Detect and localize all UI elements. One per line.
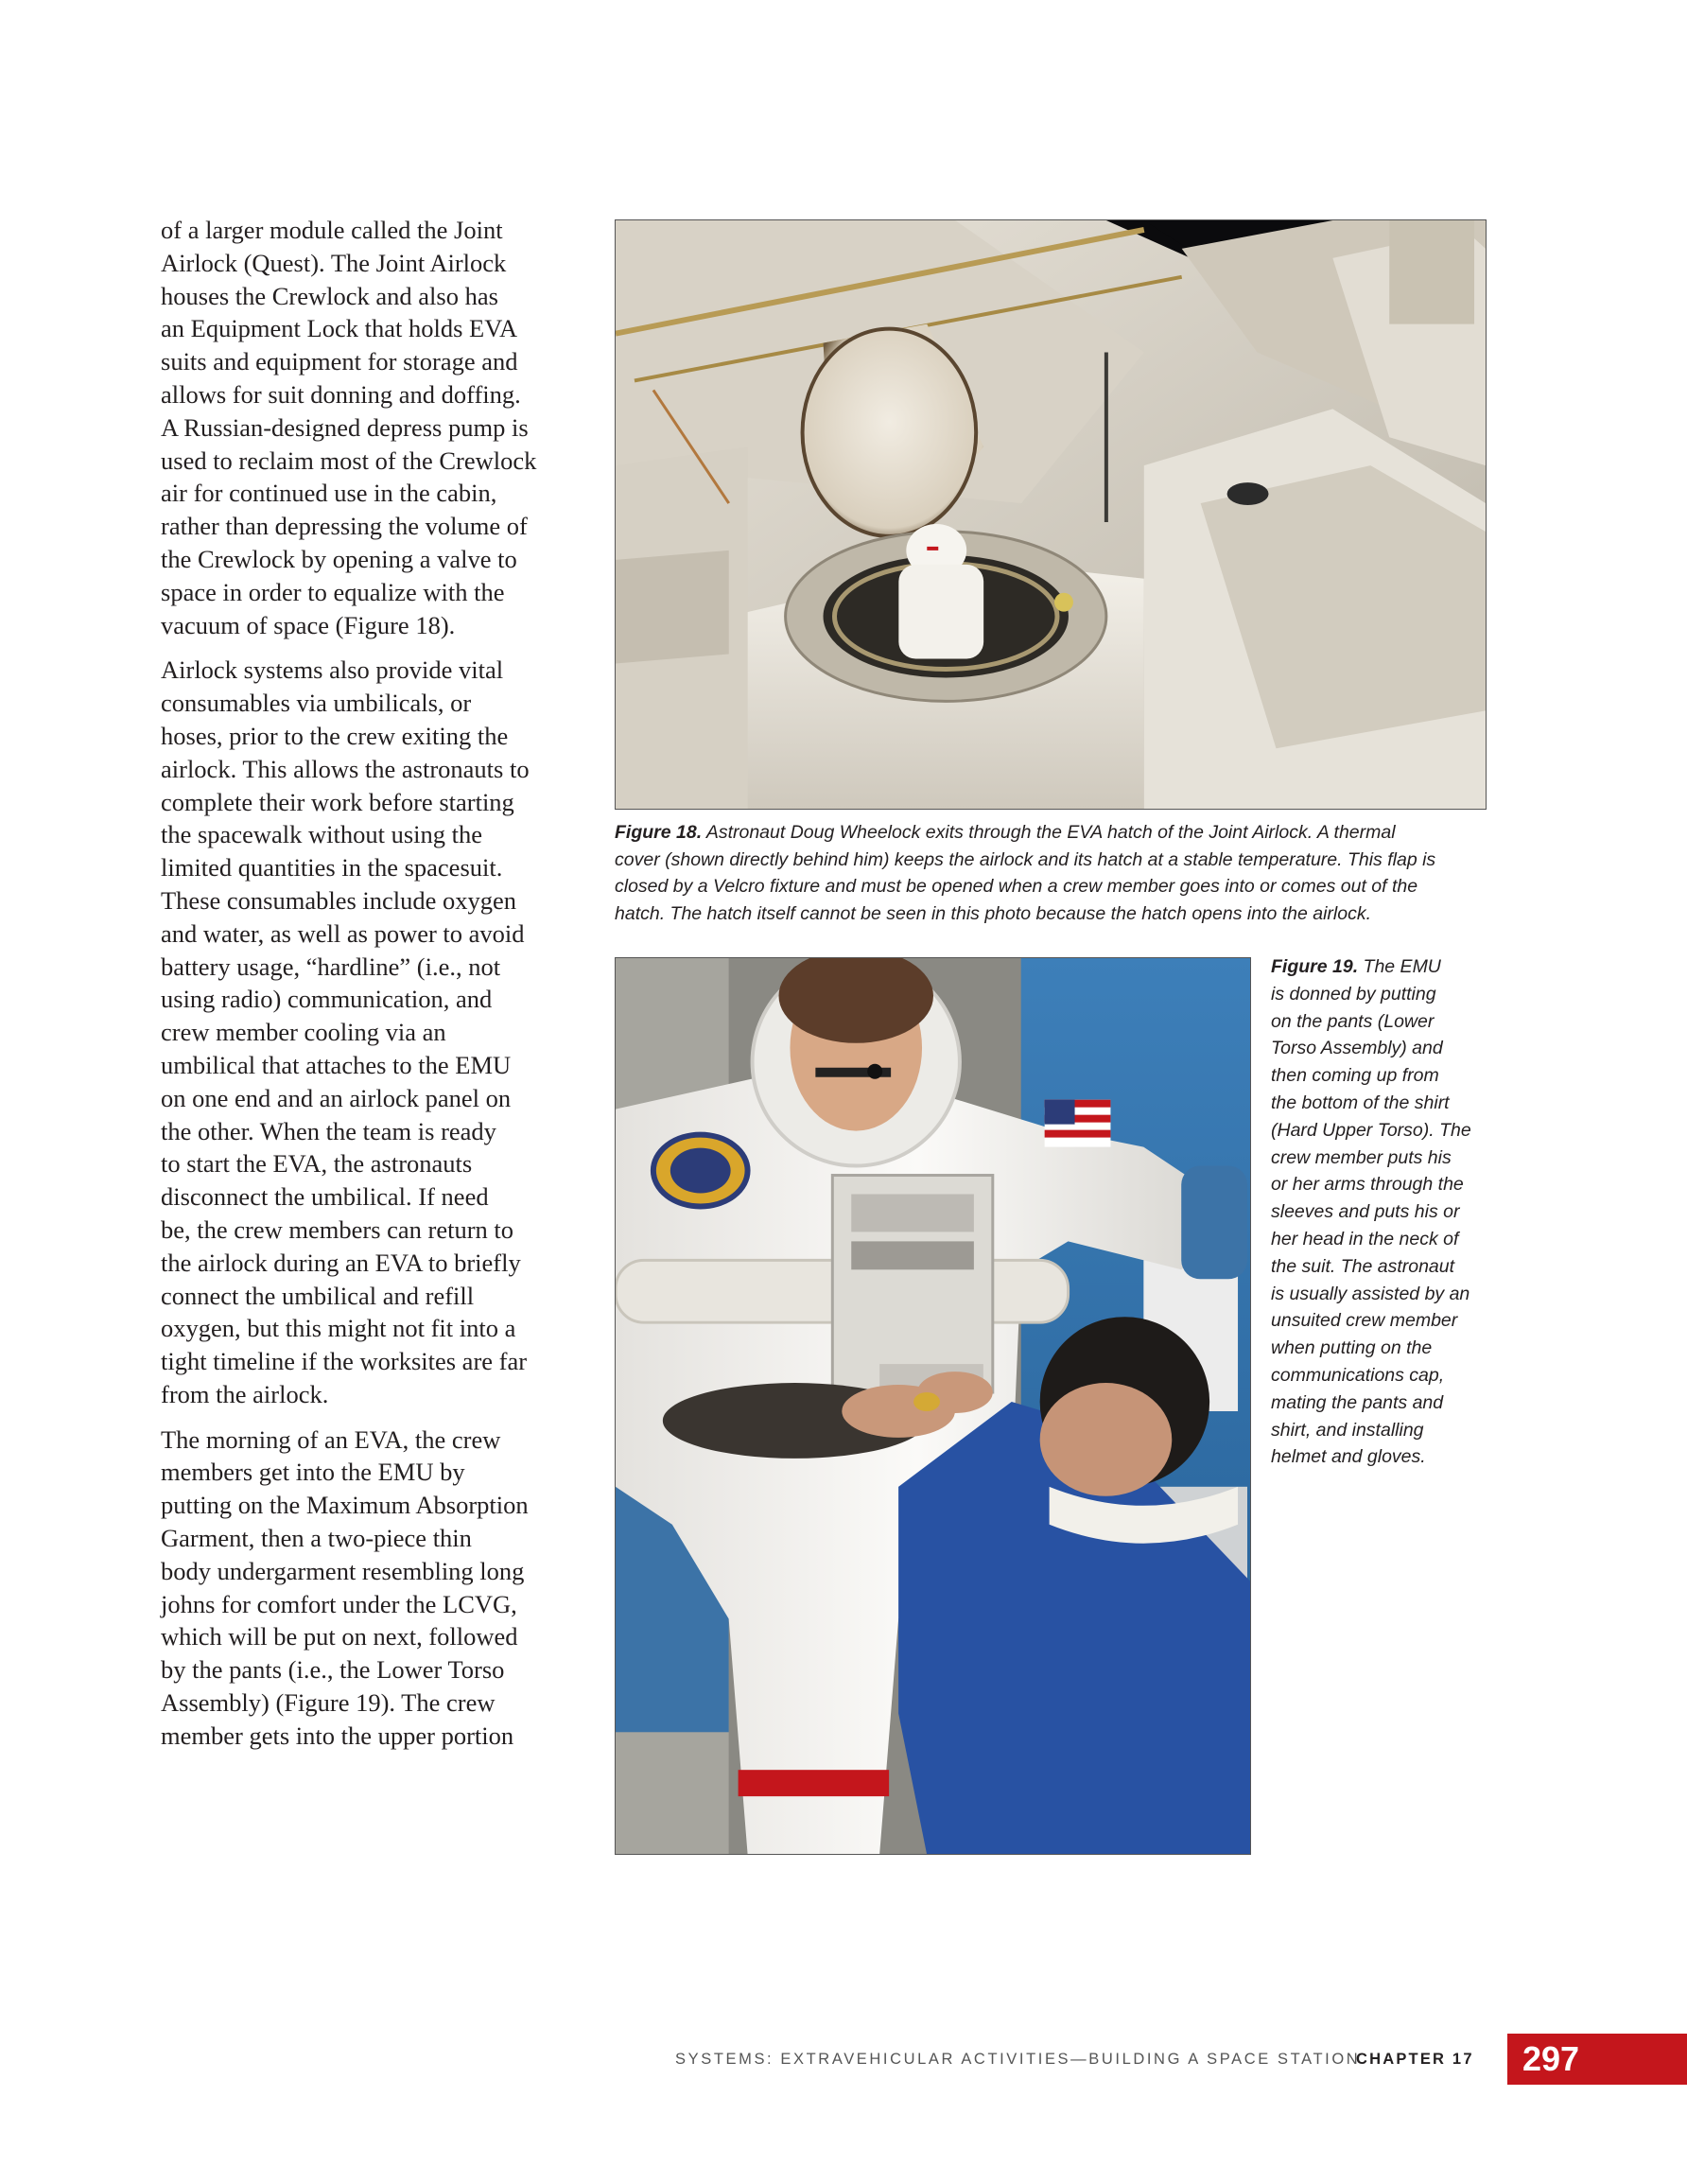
body-line: consumables via umbilicals, or	[161, 689, 472, 718]
body-line: hoses, prior to the crew exiting the	[161, 721, 509, 750]
body-paragraph-3	[161, 1424, 586, 1753]
body-line: crew member cooling via an	[161, 1018, 446, 1047]
body-line: Garment, then a two-piece thin	[161, 1524, 472, 1553]
emu-donning-image	[616, 958, 1250, 1854]
caption-text: Astronaut Doug Wheelock exits through the EVA hatch of the Joint Airlock. A thermal	[702, 822, 1396, 843]
body-line: johns for comfort under the LCVG,	[161, 1589, 517, 1618]
caption-line: shirt, and installing	[1271, 1419, 1424, 1441]
caption-line: is donned by putting	[1271, 983, 1436, 1005]
figure-19-photo	[615, 957, 1251, 1855]
caption-line	[1271, 953, 1488, 981]
body-line: the Crewlock by opening a valve to	[161, 544, 517, 573]
caption-line: mating the pants and	[1271, 1391, 1444, 1413]
body-line: The morning of an EVA, the crew	[161, 1424, 501, 1454]
caption-line: when putting on the	[1271, 1337, 1433, 1359]
caption-text: hatch. The hatch itself cannot be seen in this photo because the hatch opens into the airlock.	[615, 903, 1372, 925]
body-line: A Russian-designed depress pump is	[161, 412, 529, 442]
body-paragraph-1	[161, 214, 586, 641]
page-number-badge	[1507, 2034, 1687, 2085]
body-line: the spacewalk without using the	[161, 820, 483, 849]
body-line: tight timeline if the worksites are far	[161, 1347, 528, 1376]
body-line: space in order to equalize with the	[161, 577, 505, 606]
body-line: allows for suit donning and doffing.	[161, 379, 521, 409]
caption-text: cover (shown directly behind him) keeps the airlock and its hatch at a stable temperature. This flap is	[615, 848, 1436, 870]
body-line: disconnect the umbilical. If need	[161, 1182, 489, 1212]
caption-line: is usually assisted by an	[1271, 1283, 1470, 1304]
body-line: air for continued use in the cabin,	[161, 479, 497, 508]
body-line: using radio) communication, and	[161, 985, 493, 1014]
caption-line: on the pants (Lower	[1271, 1010, 1435, 1032]
body-line: oxygen, but this might not fit into a	[161, 1314, 516, 1343]
body-line: the other. When the team is ready	[161, 1116, 496, 1145]
body-line: umbilical that attaches to the EMU	[161, 1050, 512, 1079]
body-line: limited quantities in the spacesuit.	[161, 853, 503, 882]
body-line: by the pants (i.e., the Lower Torso	[161, 1655, 505, 1685]
body-line: from the airlock.	[161, 1379, 329, 1408]
body-line: Airlock (Quest). The Joint Airlock	[161, 248, 507, 277]
figure-18-caption	[615, 819, 1504, 928]
caption-line: or her arms through the	[1271, 1174, 1464, 1196]
caption-line: sleeves and puts his or	[1271, 1201, 1460, 1223]
body-line: battery usage, “hardline” (i.e., not	[161, 952, 501, 981]
caption-line	[615, 900, 1504, 928]
caption-text: closed by a Velcro fixture and must be opened when a crew member goes into or comes out of the	[615, 876, 1418, 898]
body-line: and water, as well as power to avoid	[161, 918, 525, 948]
body-line: houses the Crewlock and also has	[161, 281, 498, 310]
body-line: vacuum of space (Figure 18).	[161, 610, 456, 639]
body-line: member gets into the upper portion	[161, 1721, 514, 1750]
caption-line: crew member puts his	[1271, 1146, 1452, 1168]
body-line: complete their work before starting	[161, 787, 514, 816]
figure-18-photo	[615, 219, 1487, 810]
caption-line	[615, 847, 1504, 874]
figure-19-label: Figure 19.	[1271, 956, 1359, 977]
caption-line: (Hard Upper Torso). The	[1271, 1119, 1471, 1141]
figure-18-label: Figure 18.	[615, 822, 703, 843]
body-line: members get into the EMU by	[161, 1458, 465, 1487]
body-text-column	[161, 214, 586, 1753]
body-line: putting on the Maximum Absorption	[161, 1491, 529, 1520]
caption-line: the bottom of the shirt	[1271, 1092, 1450, 1113]
body-line: connect the umbilical and refill	[161, 1281, 475, 1310]
caption-line: then coming up from	[1271, 1065, 1439, 1087]
caption-line: Torso Assembly) and	[1271, 1038, 1443, 1059]
page-number: 297	[1522, 2039, 1580, 2078]
body-line: be, the crew members can return to	[161, 1214, 514, 1244]
body-line: airlock. This allows the astronauts to	[161, 754, 530, 783]
caption-line: her head in the neck of	[1271, 1228, 1459, 1249]
figure-19-caption	[1271, 953, 1488, 1471]
body-paragraph-2	[161, 654, 586, 1410]
chapter-label: CHAPTER 17	[1356, 2051, 1474, 2068]
body-line: used to reclaim most of the Crewlock	[161, 446, 537, 475]
body-line: Assembly) (Figure 19). The crew	[161, 1688, 496, 1718]
caption-line	[615, 819, 1504, 847]
body-line: of a larger module called the Joint	[161, 216, 503, 244]
body-line: the airlock during an EVA to briefly	[161, 1248, 521, 1277]
caption-text: The EMU	[1358, 956, 1441, 977]
body-line: body undergarment resembling long	[161, 1556, 525, 1585]
caption-line: communications cap,	[1271, 1364, 1445, 1386]
airlock-hatch-image	[616, 220, 1486, 809]
caption-line	[615, 873, 1504, 900]
body-line: on one end and an airlock panel on	[161, 1083, 512, 1112]
body-line: which will be put on next, followed	[161, 1622, 518, 1651]
caption-line: helmet and gloves.	[1271, 1446, 1426, 1468]
body-line: These consumables include oxygen	[161, 885, 517, 915]
body-line: to start the EVA, the astronauts	[161, 1149, 473, 1179]
body-line: rather than depressing the volume of	[161, 512, 528, 541]
caption-line: unsuited crew member	[1271, 1310, 1458, 1332]
caption-line: the suit. The astronaut	[1271, 1255, 1455, 1277]
body-line: suits and equipment for storage and	[161, 347, 518, 376]
body-line: Airlock systems also provide vital	[161, 655, 504, 685]
body-line: an Equipment Lock that holds EVA	[161, 314, 518, 343]
running-head: SYSTEMS: EXTRAVEHICULAR ACTIVITIES—BUILDING A SPACE STATION	[675, 2051, 1361, 2068]
